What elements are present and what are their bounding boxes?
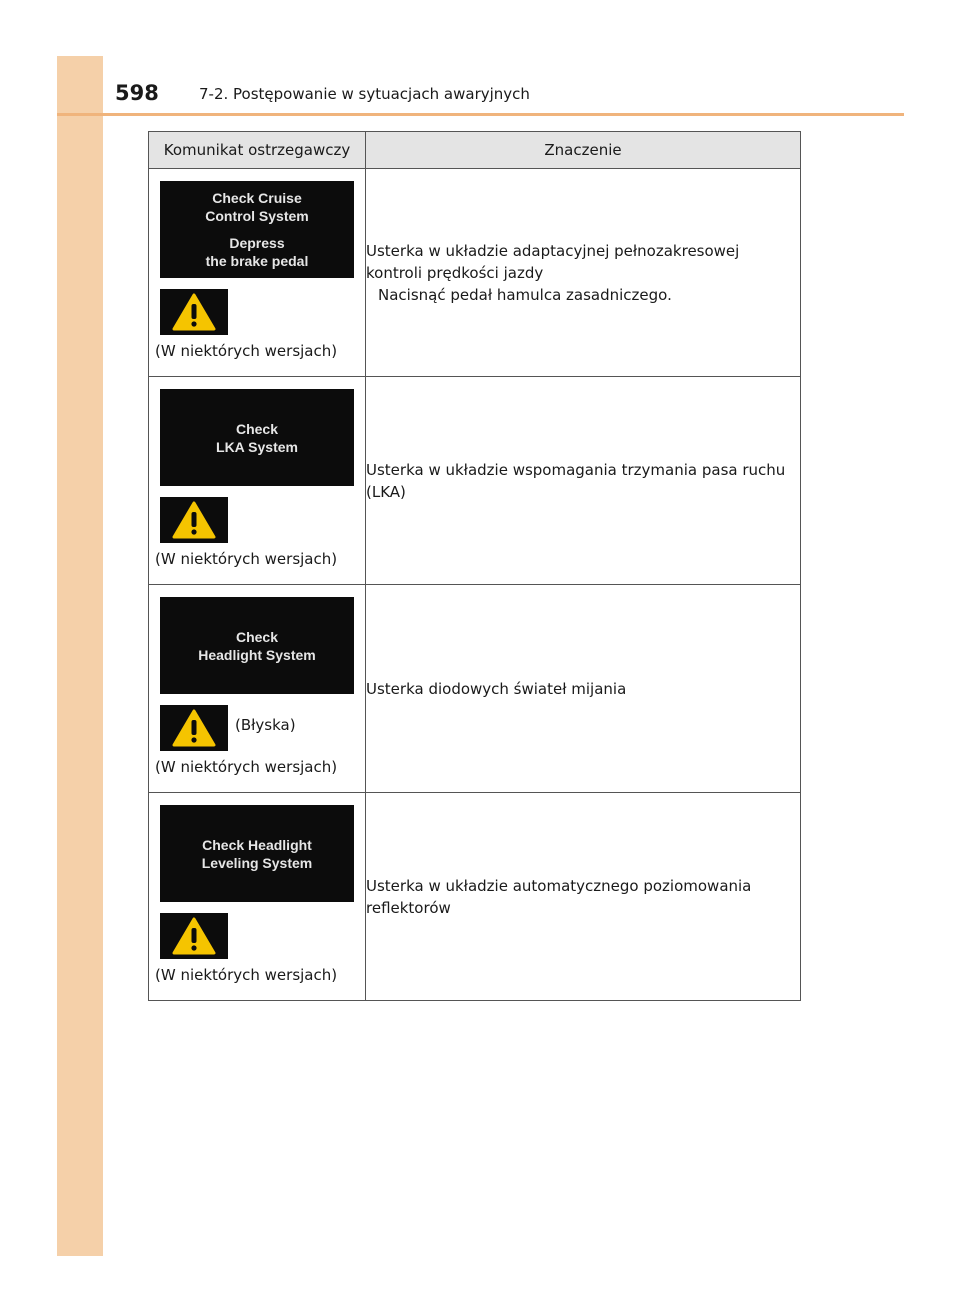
screen-line: Headlight System [198, 646, 316, 663]
header-rule [57, 113, 904, 116]
meaning-text: Usterka w układzie automatycznego poziomowania reflektorów [366, 876, 752, 917]
meaning-cell [366, 169, 801, 377]
screen-line: Check [235, 420, 279, 437]
screen-line: Check Headlight [202, 836, 312, 853]
side-margin-strip [57, 56, 103, 1256]
variant-note: (W niektórych wersjach) [155, 342, 338, 360]
meaning-cell [366, 793, 801, 1001]
warning-indicator [160, 705, 228, 751]
column-header-meaning: Znaczenie [366, 132, 801, 169]
table-row [149, 377, 801, 585]
warning-triangle-icon [172, 709, 216, 747]
screen-line: Check Cruise [212, 190, 302, 206]
chapter-title: 7-2. Postępowanie w sytuacjach awaryjnych [199, 85, 530, 103]
warning-triangle-icon [172, 917, 216, 955]
meaning-cell [366, 585, 801, 793]
warning-indicator [160, 497, 228, 543]
warning-triangle-icon [172, 501, 216, 539]
action-text: Nacisnąć pedał hamulca zasadniczego. [378, 285, 672, 304]
table-header-row [149, 132, 801, 169]
meaning-text: Usterka w układzie wspomagania trzymania pasa ruchu (LKA) [366, 460, 786, 501]
header-margin-strip [57, 56, 103, 114]
page-header [57, 56, 904, 114]
meaning-text: Usterka diodowych świateł mijania [366, 679, 627, 698]
screen-line: the brake pedal [205, 253, 309, 269]
screen-line: Depress [229, 235, 285, 251]
warning-triangle-icon [172, 293, 216, 331]
message-cell [149, 793, 366, 1001]
meaning-text: Usterka w układzie adaptacyjnej pełnozakresowej kontroli prędkości jazdy [366, 241, 740, 282]
display-screen [160, 597, 354, 694]
message-cell [149, 377, 366, 585]
warning-indicator [160, 289, 228, 335]
variant-note: (W niektórych wersjach) [155, 758, 338, 776]
screen-line: Control System [205, 208, 309, 224]
warning-message-table [148, 131, 801, 1001]
table-row [149, 169, 801, 377]
display-screen [160, 389, 354, 486]
display-screen [160, 805, 354, 902]
message-cell [149, 169, 366, 377]
variant-note: (W niektórych wersjach) [155, 966, 338, 984]
table-row [149, 585, 801, 793]
screen-line: Check [235, 628, 279, 645]
variant-note: (W niektórych wersjach) [155, 550, 338, 568]
warning-indicator [160, 913, 228, 959]
table-row [149, 793, 801, 1001]
meaning-cell [366, 377, 801, 585]
message-cell [149, 585, 366, 793]
display-screen [160, 181, 354, 278]
blink-note: (Błyska) [235, 716, 296, 734]
page-number: 598 [115, 81, 159, 105]
screen-line: LKA System [216, 438, 298, 455]
screen-line: Leveling System [201, 854, 313, 871]
column-header-message: Komunikat ostrzegawczy [149, 132, 366, 169]
